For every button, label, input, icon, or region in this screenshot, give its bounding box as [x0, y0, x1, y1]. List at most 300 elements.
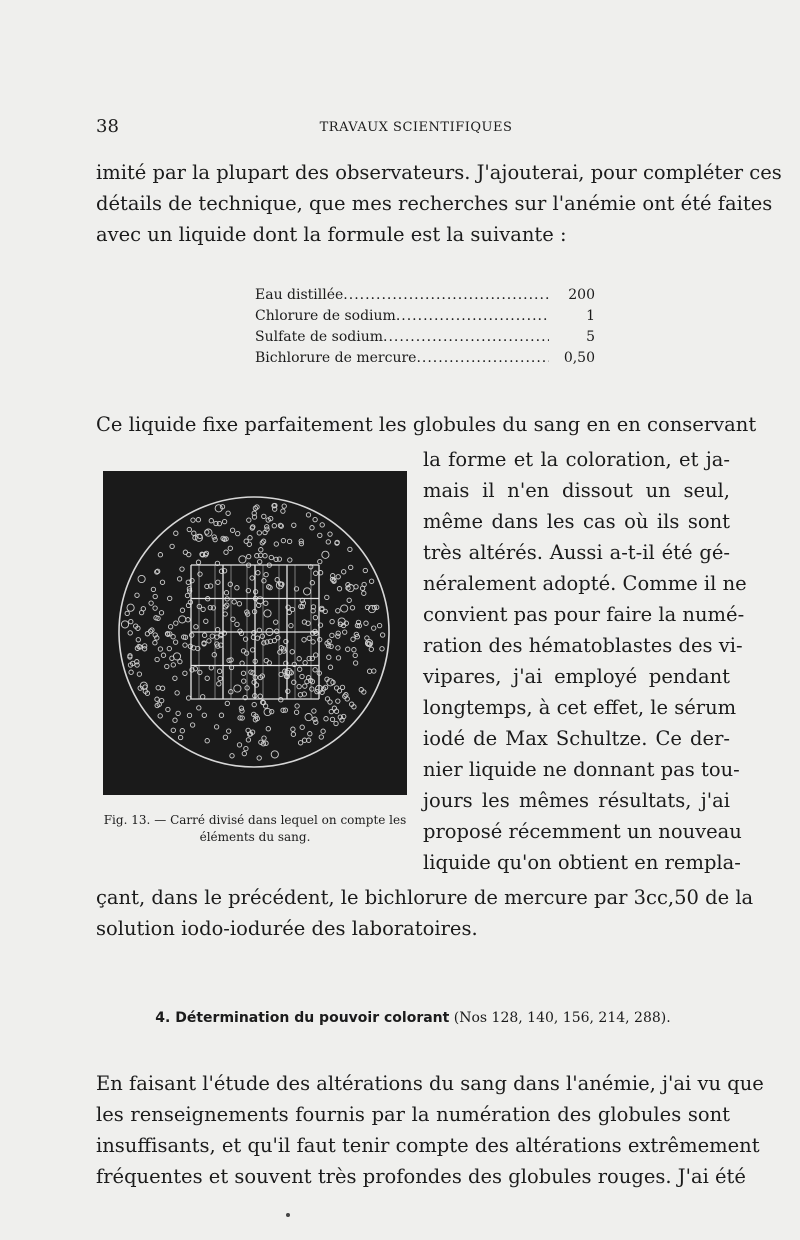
- text-line: convient pas pour faire la numé-: [423, 603, 745, 626]
- section-references: (Nos 128, 140, 156, 214, 288).: [453, 1010, 671, 1026]
- formula-quantity: 0,50: [563, 350, 595, 366]
- blood-cell: [222, 519, 226, 523]
- blood-cell: [247, 554, 251, 558]
- blood-cell: [221, 536, 225, 540]
- blood-cell: [216, 627, 220, 631]
- blood-cell: [272, 524, 276, 528]
- blood-cell: [264, 658, 268, 662]
- blood-cell: [196, 560, 200, 564]
- blood-cell: [275, 629, 279, 633]
- blood-cell: [236, 531, 240, 535]
- blood-cell: [151, 587, 155, 591]
- blood-cell: [175, 691, 179, 695]
- blood-cell: [178, 735, 182, 739]
- blood-cell: [228, 582, 232, 586]
- blood-cell: [138, 575, 145, 582]
- blood-cell: [298, 741, 302, 745]
- blood-cell: [174, 621, 178, 625]
- blood-cell: [318, 533, 322, 537]
- blood-cell: [320, 523, 324, 527]
- blood-cell: [336, 609, 340, 613]
- blood-cell: [156, 686, 160, 690]
- blood-cell: [336, 631, 340, 635]
- blood-cell: [290, 650, 294, 654]
- blood-cell: [209, 666, 213, 670]
- text-line: ration des hématoblastes des vi-: [423, 634, 743, 657]
- blood-cell: [319, 735, 323, 739]
- blood-cell: [300, 725, 304, 729]
- blood-cell: [354, 585, 358, 589]
- blood-cell: [127, 604, 134, 611]
- blood-cell: [224, 591, 228, 595]
- blood-cell: [340, 685, 344, 689]
- text-line: En faisant l'étude des altérations du sang dans l'anémie, j'ai vu que: [96, 1072, 764, 1095]
- blood-cell: [166, 707, 170, 711]
- blood-cell: [336, 699, 340, 703]
- blood-cell: [201, 695, 205, 699]
- blood-cell: [279, 698, 283, 702]
- blood-cell: [192, 531, 196, 535]
- text-line: imité par la plupart des observateurs. J'ajouterai, pour compléter ces: [96, 161, 782, 184]
- blood-cell: [235, 586, 239, 590]
- blood-cell: [372, 626, 376, 630]
- blood-cell: [297, 684, 301, 688]
- blood-cell: [256, 597, 263, 604]
- formula-ingredient: Chlorure de sodium: [255, 308, 396, 324]
- blood-cell: [230, 528, 234, 532]
- blood-cell: [362, 591, 366, 595]
- blood-cell: [136, 638, 140, 642]
- blood-cell: [232, 600, 236, 604]
- formula-row: [255, 327, 595, 348]
- blood-cell: [198, 534, 202, 538]
- formula-table: [255, 285, 595, 369]
- text-line: détails de technique, que mes recherches sur l'anémie ont été faites: [96, 192, 773, 215]
- blood-cell: [247, 518, 251, 522]
- blood-cell: [180, 608, 184, 612]
- blood-cell: [226, 511, 230, 515]
- blood-cell: [240, 709, 244, 713]
- blood-cell: [259, 548, 263, 552]
- blood-cell: [128, 631, 132, 635]
- blood-cell: [187, 552, 191, 556]
- blood-cell: [352, 648, 356, 652]
- blood-cell: [190, 723, 194, 727]
- text-line: fréquentes et souvent très profondes des globules rouges. J'ai été: [96, 1165, 746, 1188]
- blood-cell: [242, 751, 246, 755]
- blood-cell: [269, 555, 273, 559]
- blood-cell: [197, 706, 201, 710]
- blood-cell: [274, 620, 278, 624]
- blood-cell: [313, 517, 317, 521]
- text-line: les renseignements fournis par la numération des globules sont: [96, 1103, 730, 1126]
- text-line: longtemps, à cet effet, le sérum: [423, 696, 737, 719]
- blood-cell: [257, 756, 261, 760]
- text-line: solution iodo-iodurée des laboratoires.: [96, 917, 478, 940]
- blood-cell: [289, 623, 293, 627]
- blood-cell: [369, 647, 373, 651]
- formula-row: [255, 285, 595, 306]
- blood-cell: [364, 621, 368, 625]
- blood-cell: [367, 669, 371, 673]
- blood-cell: [314, 720, 318, 724]
- blood-cell: [294, 710, 298, 714]
- blood-cell: [260, 634, 264, 638]
- blood-cell: [331, 680, 335, 684]
- blood-cell: [258, 560, 262, 564]
- leader-dots: [383, 327, 549, 348]
- blood-cell: [337, 587, 341, 591]
- blood-cell: [264, 601, 268, 605]
- blood-cell: [298, 667, 302, 671]
- blood-cell: [258, 694, 262, 698]
- blood-cell: [250, 576, 254, 580]
- blood-cell: [125, 611, 129, 615]
- blood-cell: [369, 579, 373, 583]
- figure-label: Fig. 13.: [103, 813, 151, 827]
- blood-cell: [292, 680, 296, 684]
- blood-cell: [282, 504, 286, 508]
- blood-cell: [241, 649, 245, 653]
- counting-grid: [191, 565, 319, 699]
- text-line: mais il n'en dissout un seul,: [423, 479, 730, 502]
- blood-cell: [324, 717, 328, 721]
- counting-grid-illustration: [103, 471, 407, 795]
- text-line: liquide qu'on obtient en rempla-: [423, 851, 741, 874]
- blood-cell: [187, 527, 191, 531]
- blood-cell: [202, 713, 206, 717]
- blood-cell: [291, 732, 295, 736]
- blood-cell: [159, 611, 163, 615]
- blood-cell: [155, 657, 159, 661]
- blood-cell: [186, 696, 190, 700]
- formula-ingredient: Eau distillée: [255, 287, 344, 303]
- blood-cell: [310, 526, 314, 530]
- blood-cell: [153, 594, 157, 598]
- leader-dots: [416, 348, 549, 369]
- blood-cell: [246, 738, 250, 742]
- blood-cell: [216, 580, 220, 584]
- blood-cell: [312, 709, 316, 713]
- paragraph-2-wrapped-text: [423, 444, 747, 878]
- text-line: avec un liquide dont la formule est la suivante :: [96, 223, 567, 246]
- blood-cell: [158, 553, 162, 557]
- blood-cell: [161, 653, 165, 657]
- formula-ingredient: Bichlorure de mercure: [255, 350, 417, 366]
- blood-cell: [227, 729, 231, 733]
- blood-cell: [353, 653, 357, 657]
- text-line: çant, dans le précédent, le bichlorure de mercure par 3cc,50 de la: [96, 886, 754, 909]
- blood-cell: [313, 615, 317, 619]
- blood-cell: [173, 676, 177, 680]
- blood-cell: [307, 636, 311, 640]
- paragraph-2-first-line: [96, 409, 757, 440]
- blood-cell: [264, 610, 271, 617]
- blood-cell: [183, 643, 187, 647]
- blood-cell: [173, 653, 180, 660]
- blood-cell: [129, 670, 133, 674]
- blood-cell: [173, 640, 177, 644]
- blood-cell: [271, 751, 278, 758]
- blood-cell: [308, 732, 312, 736]
- blood-cell: [208, 605, 212, 609]
- blood-cell: [281, 509, 285, 513]
- blood-cell: [168, 596, 172, 600]
- blood-cell: [180, 729, 184, 733]
- blood-cell: [363, 568, 367, 572]
- blood-cell: [155, 697, 159, 701]
- blood-cell: [292, 523, 296, 527]
- blood-cell: [224, 550, 228, 554]
- blood-cell: [217, 682, 221, 686]
- blood-cell: [239, 556, 246, 563]
- blood-cell: [322, 551, 329, 558]
- blood-cell: [176, 711, 180, 715]
- blood-cell: [267, 661, 271, 665]
- blood-cell: [235, 622, 239, 626]
- figure-caption: [96, 812, 414, 846]
- leader-dots: [343, 285, 549, 306]
- blood-cell: [240, 661, 244, 665]
- text-line: nier liquide ne donnant pas tou-: [423, 758, 740, 781]
- blood-cell: [196, 518, 200, 522]
- figure-caption-text: — Carré divisé dans lequel on compte les éléments du sang.: [154, 813, 407, 844]
- blood-cell: [237, 743, 241, 747]
- blood-cell: [183, 671, 187, 675]
- blood-cell: [201, 607, 205, 611]
- blood-cell: [286, 689, 290, 693]
- text-line: la forme et la coloration, et ja-: [423, 448, 730, 471]
- text-line: proposé récemment un nouveau: [423, 820, 742, 843]
- text-line: néralement adopté. Comme il ne: [423, 572, 747, 595]
- blood-cell: [241, 671, 245, 675]
- blood-cell: [300, 674, 304, 678]
- blood-cell: [205, 676, 209, 680]
- blood-cell: [336, 575, 340, 579]
- blood-cell: [287, 539, 291, 543]
- blood-cell: [228, 546, 232, 550]
- blood-cell: [207, 639, 211, 643]
- blood-cell: [170, 544, 174, 548]
- blood-cell: [218, 676, 222, 680]
- blood-cell: [262, 736, 266, 740]
- blood-cell: [158, 714, 162, 718]
- blood-cell: [250, 648, 254, 652]
- blood-cell: [179, 616, 186, 623]
- blood-cell: [314, 653, 318, 657]
- blood-cell: [149, 601, 153, 605]
- text-line: très altérés. Aussi a-t-il été gé-: [423, 541, 730, 564]
- blood-cell: [350, 606, 354, 610]
- blood-cell: [304, 588, 311, 595]
- blood-cell: [318, 637, 322, 641]
- blood-cell: [380, 647, 384, 651]
- blood-cell: [139, 610, 143, 614]
- blood-cell: [310, 687, 314, 691]
- blood-cell: [202, 633, 206, 637]
- blood-cell: [336, 656, 340, 660]
- running-head: TRAVAUX SCIENTIFIQUES: [319, 120, 513, 135]
- blood-cell: [326, 540, 330, 544]
- blood-cell: [171, 728, 175, 732]
- blood-cell: [377, 623, 381, 627]
- blood-cell: [160, 698, 164, 702]
- section-title: 4. Détermination du pouvoir colorant: [155, 1010, 450, 1026]
- blood-cell: [180, 567, 184, 571]
- blood-cell: [223, 735, 227, 739]
- blood-cell: [217, 669, 221, 673]
- blood-cell: [314, 571, 318, 575]
- blood-cell: [279, 672, 283, 676]
- page-header: [96, 116, 736, 140]
- formula-ingredient: Sulfate de sodium: [255, 329, 384, 345]
- leader-dots: [396, 306, 549, 327]
- blood-cell: [303, 684, 307, 688]
- blood-cell: [291, 727, 295, 731]
- blood-cell: [288, 558, 292, 562]
- blood-cell: [194, 625, 198, 629]
- text-line: jours les mêmes résultats, j'ai: [423, 789, 730, 812]
- blood-cell: [262, 579, 266, 583]
- blood-cell: [318, 559, 322, 563]
- blood-cell: [330, 619, 334, 623]
- blood-cell: [268, 585, 272, 589]
- blood-cell: [225, 701, 229, 705]
- text-line: Ce liquide fixe parfaitement les globules du sang en en conservant: [96, 413, 757, 436]
- blood-cell: [345, 697, 349, 701]
- blood-cell: [223, 612, 227, 616]
- blood-cell: [190, 633, 194, 637]
- blood-cell: [137, 672, 141, 676]
- blood-cell: [187, 713, 191, 717]
- blood-cell: [215, 635, 219, 639]
- blood-cell: [349, 565, 353, 569]
- blood-cell: [230, 754, 234, 758]
- blood-cell: [330, 633, 334, 637]
- blood-cell: [264, 572, 268, 576]
- blood-cell: [343, 630, 347, 634]
- blood-cell: [313, 717, 317, 721]
- blood-cell: [237, 602, 241, 606]
- blood-cell: [244, 539, 248, 543]
- blood-cell: [244, 651, 248, 655]
- blood-cell: [174, 531, 178, 535]
- blood-cell: [380, 633, 384, 637]
- blood-cell: [263, 554, 267, 558]
- blood-cell: [341, 605, 348, 612]
- blood-cell: [234, 685, 241, 692]
- blood-cell: [295, 704, 299, 708]
- blood-cell: [328, 700, 332, 704]
- blood-cell: [171, 663, 175, 667]
- blood-cell: [351, 637, 355, 641]
- blood-cell: [290, 607, 294, 611]
- blood-cell: [272, 638, 276, 642]
- formula-row: [255, 306, 595, 327]
- section-heading: [96, 1010, 730, 1026]
- blood-cell: [325, 595, 329, 599]
- blood-cell: [167, 646, 171, 650]
- blood-cell: [346, 647, 350, 651]
- blood-cell: [330, 717, 334, 721]
- blood-cell: [231, 617, 235, 621]
- formula-quantity: 200: [568, 287, 595, 303]
- blood-cell: [342, 570, 346, 574]
- blood-cell: [213, 537, 217, 541]
- blood-cell: [353, 661, 357, 665]
- blood-cell: [145, 632, 149, 636]
- text-line: vipares, j'ai employé pendant: [423, 665, 730, 688]
- blood-cell: [143, 644, 147, 648]
- formula-row: [255, 348, 595, 369]
- blood-cell: [313, 668, 317, 672]
- blood-cell: [153, 641, 157, 645]
- blood-cell: [168, 625, 172, 629]
- blood-cell: [297, 657, 301, 661]
- blood-cell: [160, 686, 164, 690]
- blood-cell: [360, 586, 364, 590]
- blood-cell: [305, 714, 312, 721]
- blood-cell: [242, 679, 246, 683]
- blood-cell: [198, 572, 202, 576]
- blood-cell: [327, 655, 331, 659]
- blood-cell: [246, 728, 250, 732]
- blood-cell: [212, 535, 216, 539]
- blood-cell: [302, 638, 306, 642]
- blood-cell: [153, 606, 157, 610]
- blood-cell: [264, 708, 271, 715]
- blood-cell: [160, 580, 164, 584]
- blood-cell: [257, 531, 261, 535]
- blood-cell: [185, 593, 189, 597]
- blood-cell: [205, 739, 209, 743]
- page-mark: [286, 1213, 290, 1217]
- blood-cell: [263, 704, 267, 708]
- blood-cell: [266, 727, 270, 731]
- blood-cell: [336, 646, 340, 650]
- blood-cell: [129, 619, 133, 623]
- paragraph-1: [96, 157, 782, 250]
- blood-cell: [212, 653, 216, 657]
- blood-cell: [274, 542, 278, 546]
- paragraph-2-tail: [96, 882, 754, 944]
- blood-cell: [348, 547, 352, 551]
- blood-cell: [209, 519, 213, 523]
- blood-cell: [158, 647, 162, 651]
- blood-cell: [303, 661, 307, 665]
- blood-cell: [262, 514, 266, 518]
- formula-quantity: 5: [586, 329, 595, 345]
- blood-cell: [171, 635, 175, 639]
- blood-cell: [219, 713, 223, 717]
- blood-cell: [244, 746, 248, 750]
- blood-cell: [173, 718, 177, 722]
- blood-cell: [210, 634, 214, 638]
- blood-cell: [334, 721, 338, 725]
- blood-cell: [347, 598, 351, 602]
- blood-cell: [328, 665, 332, 669]
- blood-cell: [204, 619, 208, 623]
- blood-cell: [311, 640, 315, 644]
- text-line: iodé de Max Schultze. Ce der-: [423, 727, 730, 750]
- blood-cell: [177, 577, 181, 581]
- blood-cell: [372, 669, 376, 673]
- blood-cell: [256, 571, 260, 575]
- page-number: 38: [96, 116, 119, 137]
- blood-cell: [281, 538, 285, 542]
- blood-cell: [186, 618, 190, 622]
- blood-cell: [263, 530, 267, 534]
